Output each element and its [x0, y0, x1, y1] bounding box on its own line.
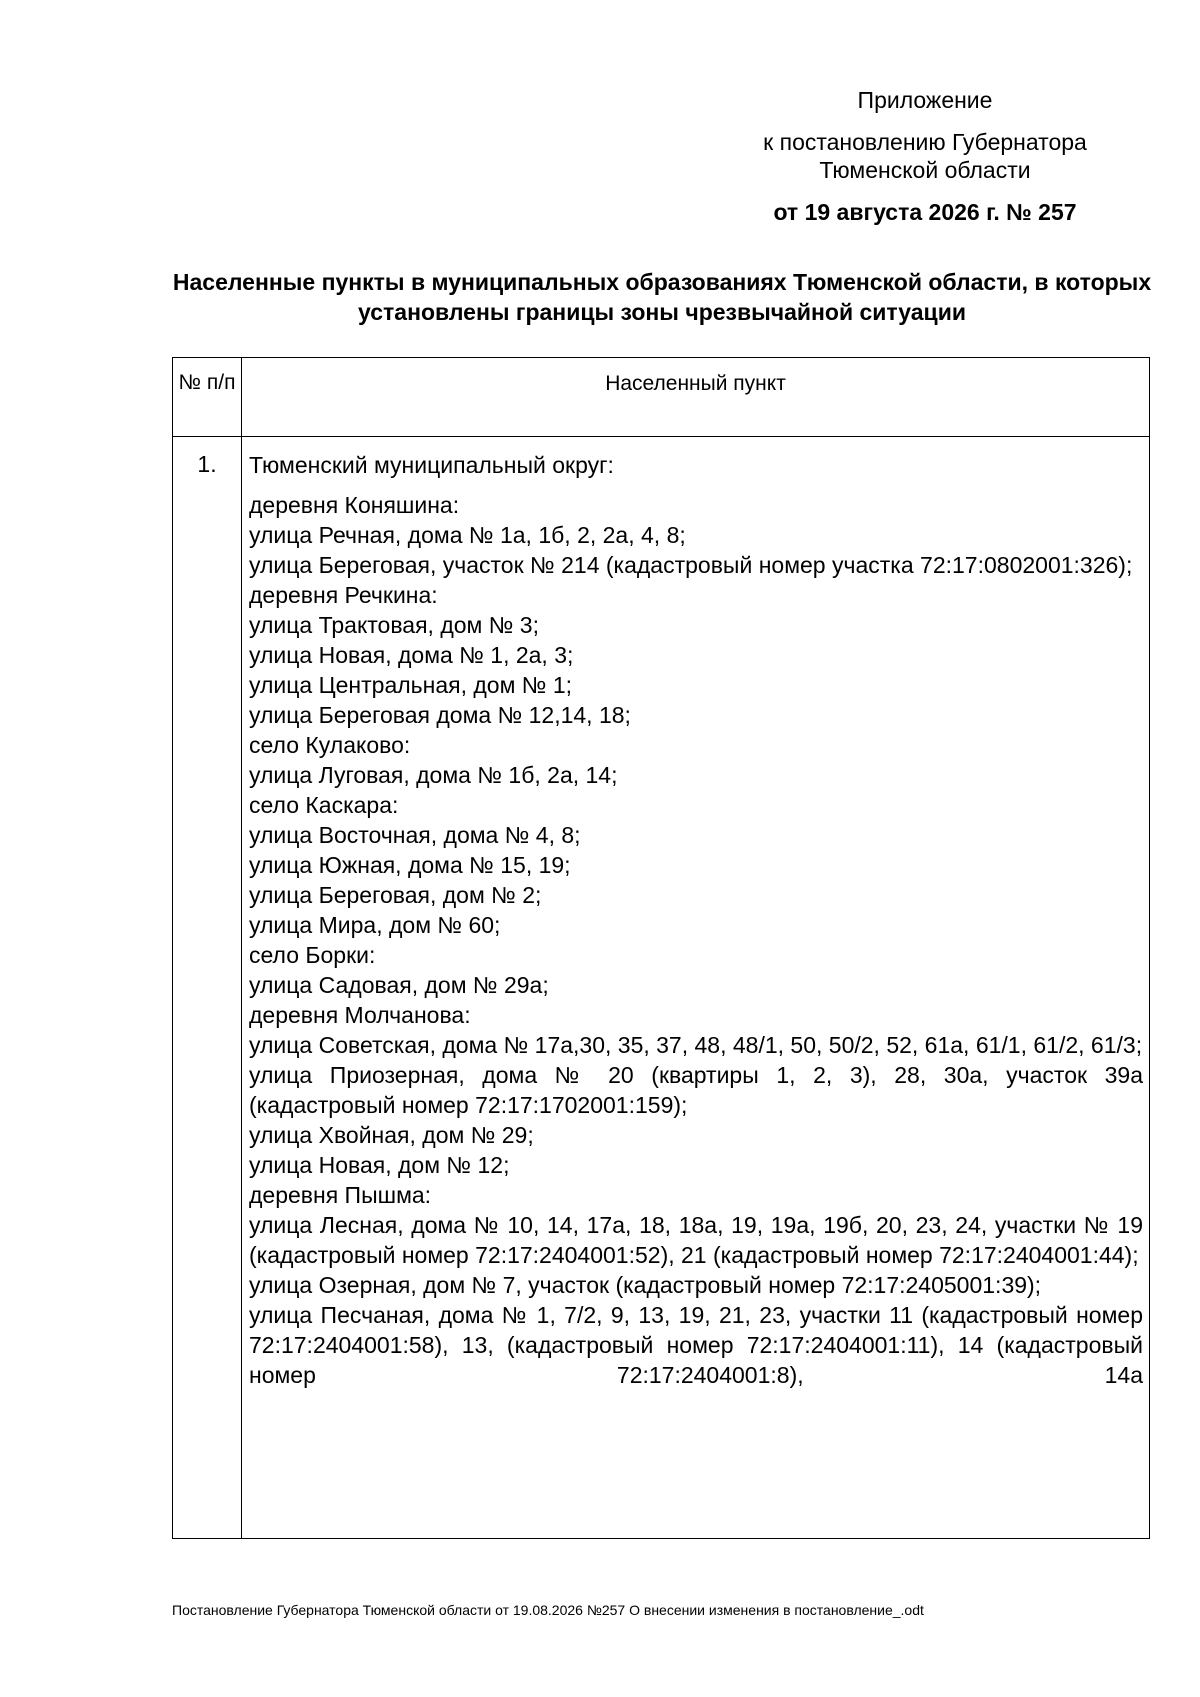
document-title: Населенные пункты в муниципальных образованиях Тюменской области, в которых установлены границы зоны чрезвычайной ситуации	[172, 269, 1152, 325]
list-item: деревня Коняшина:	[249, 492, 460, 518]
list-item: деревня Речкина:	[249, 582, 438, 608]
list-item: улица Лесная, дома № 10, 14, 17а, 18, 18а, 19, 19а, 19б, 20, 23, 24, участки № 19 (кадастровый номер 72:17:2404001:52), 21 (кадастровый номер 72:17:2404001:44);	[249, 1212, 1143, 1268]
list-item: улица Центральная, дом № 1;	[249, 672, 573, 698]
column-header-settlement: Населенный пункт	[605, 372, 786, 395]
list-item: улица Речная, дома № 1а, 1б, 2, 2а, 4, 8;	[249, 522, 686, 548]
list-item: улица Луговая, дома № 1б, 2а, 14;	[249, 762, 618, 788]
list-item: улица Советская, дома № 17а,30, 35, 37, 48, 48/1, 50, 50/2, 52, 61а, 61/1, 61/2, 61/3;	[249, 1032, 1143, 1058]
list-item: улица Новая, дома № 1, 2а, 3;	[249, 642, 574, 668]
list-item: улица Береговая, дом № 2;	[249, 882, 542, 908]
page-footer: Постановление Губернатора Тюменской области от 19.08.2026 №257 О внесении изменения в постановление_.odt	[172, 1602, 924, 1618]
list-item: улица Мира, дом № 60;	[249, 912, 501, 938]
list-item: деревня Пышма:	[249, 1182, 432, 1208]
column-header-number: № п/п	[178, 371, 236, 394]
row-content	[249, 450, 1143, 1390]
list-item: улица Береговая дома № 12,14, 18;	[249, 702, 631, 728]
list-item: улица Восточная, дома № 4, 8;	[249, 822, 581, 848]
annex-date: от 19 августа 2026 г. № 257	[773, 199, 1077, 225]
annex-reference: к постановлению Губернатора Тюменской области	[763, 129, 1087, 183]
list-item: село Каскара:	[249, 792, 399, 818]
list-item: улица Садовая, дом № 29а;	[249, 972, 549, 998]
list-item: улица Хвойная, дом № 29;	[249, 1122, 534, 1148]
list-item: улица Трактовая, дом № 3;	[249, 612, 539, 638]
district-name: Тюменский муниципальный округ:	[249, 452, 614, 478]
list-item: деревня Молчанова:	[249, 1002, 471, 1028]
list-item: село Борки:	[249, 942, 376, 968]
settlements-table	[172, 357, 1150, 1539]
row-number: 1.	[197, 451, 217, 477]
annex-title: Приложение	[857, 87, 993, 113]
list-item: улица Южная, дома № 15, 19;	[249, 852, 571, 878]
list-item: село Кулаково:	[249, 732, 411, 758]
list-item: улица Приозерная, дома № 20 (квартиры 1, 2, 3), 28, 30а, участок 39а (кадастровый номер 72:17:1702001:159);	[249, 1062, 1143, 1118]
list-item: улица Озерная, дом № 7, участок (кадастровый номер 72:17:2405001:39);	[249, 1272, 1042, 1298]
header-divider	[173, 436, 1149, 437]
column-divider	[241, 358, 242, 1538]
list-item: улица Новая, дом № 12;	[249, 1152, 510, 1178]
list-item: улица Песчаная, дома № 1, 7/2, 9, 13, 19, 21, 23, участки 11 (кадастровый номер 72:17:2404001:58), 13, (кадастровый номер 72:17:2404001:11), 14 (кадастровый номер 72:17:2404001:8), 14а	[249, 1302, 1143, 1388]
list-item: улица Береговая, участок № 214 (кадастровый номер участка 72:17:0802001:326);	[249, 552, 1133, 578]
